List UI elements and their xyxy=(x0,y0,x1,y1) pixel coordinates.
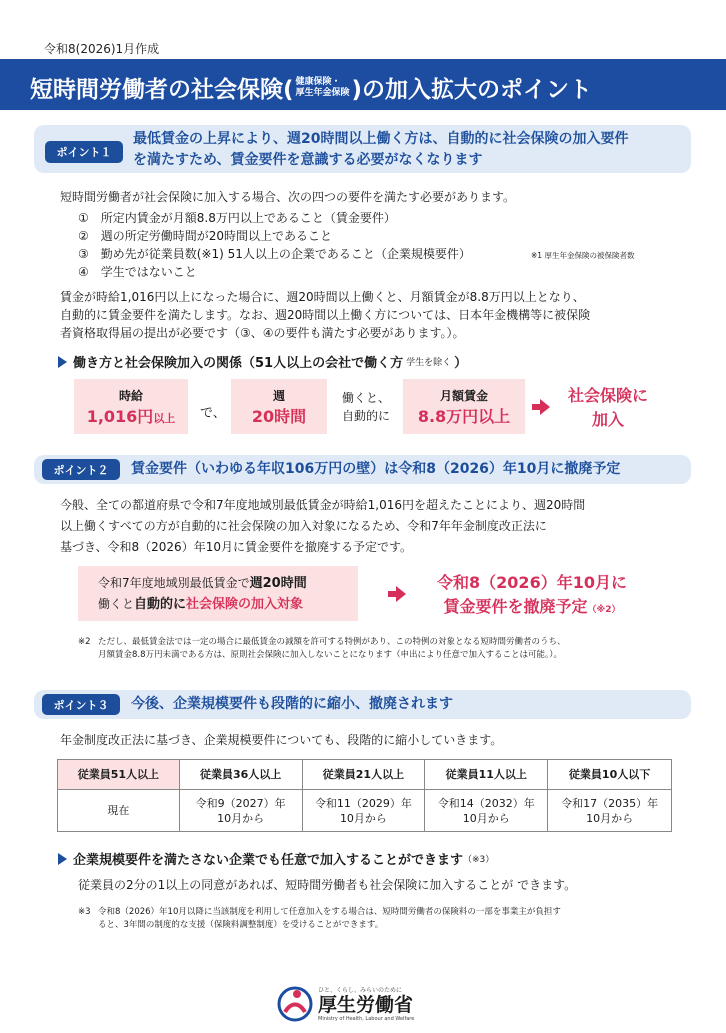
table-header: 従業員10人以下 xyxy=(548,760,672,790)
point2-box-line1 xyxy=(98,573,307,594)
arrow-right-icon xyxy=(540,399,550,415)
requirement-2: ② 週の所定労働時間が20時間以上であること xyxy=(78,229,333,243)
point3-heading: 今後、企業規模要件も段階的に縮小、撤廃されます xyxy=(131,696,453,712)
table-header-row xyxy=(58,760,672,790)
note-3-line2: ると、3年間の制度的な支援（保険料調整制度）を受けることができます。 xyxy=(98,920,384,930)
point3-subheading-note: （※3） xyxy=(463,855,495,865)
connector-work-line1: 働くと、 xyxy=(341,391,390,405)
monthly-wage-value: 8.8万円以上 xyxy=(417,406,511,426)
point1-result-line1: 社会保険に xyxy=(567,386,648,405)
point2-box-line2a: 働くと xyxy=(98,596,135,611)
point2-box xyxy=(78,566,358,621)
table-cell xyxy=(58,790,180,832)
table-cell-line2: 10月から xyxy=(586,811,634,825)
requirement-3-note: ※1 厚生年金保険の被保険者数 xyxy=(531,251,635,260)
mhlw-emblem-icon xyxy=(277,986,313,1022)
hourly-wage-suffix: 以上 xyxy=(153,411,176,425)
creation-date: 令和8(2026)1月作成 xyxy=(44,42,160,56)
monthly-wage-label: 月額賃金 xyxy=(439,388,488,403)
title-small xyxy=(296,77,350,99)
connector-work-line2: 自動的に xyxy=(341,409,390,423)
point2-para-line2: 以上働くすべての方が自動的に社会保険の加入対象になるため、令和7年年金制度改正法に xyxy=(60,519,547,533)
point1-subheading-text: 働き方と社会保険加入の関係（51人以上の会社で働く方 xyxy=(73,356,404,371)
table-cell xyxy=(548,790,672,832)
point1-result-line2: 加入 xyxy=(591,410,624,429)
arrow-shaft xyxy=(532,404,540,410)
table-cell-line1: 令和9（2027）年 xyxy=(195,796,286,810)
table-cell-line1: 令和11（2029）年 xyxy=(314,796,412,810)
point1-subheading xyxy=(58,352,467,371)
point2-para-line1: 今般、全ての都道府県で令和7年度地域別最低賃金が時給1,016円を超えたことにより、週20時間 xyxy=(60,498,586,512)
table-header: 従業員51人以上 xyxy=(58,760,180,790)
point2-heading: 賃金要件（いわゆる年収106万円の壁）は令和8（2026）年10月に撤廃予定 xyxy=(131,461,621,477)
title-rest: )の加入拡大のポイント xyxy=(351,77,593,103)
title-small-top: 健康保険・ xyxy=(295,76,341,87)
note-2-line2: 月額賃金8.8万円未満である方は、原則社会保険に加入しないことになります（申出により任意で加入することは可能。）。 xyxy=(98,650,563,660)
requirement-1: ① 所定内賃金が月額8.8万円以上であること（賃金要件） xyxy=(78,211,396,225)
triangle-icon xyxy=(58,356,67,368)
point2-result xyxy=(412,571,652,622)
arrow-right-icon-2 xyxy=(396,586,406,602)
point2-result-line1: 令和8（2026）年10月に xyxy=(437,573,627,592)
point3-intro: 年金制度改正法に基づき、企業規模要件についても、段階的に縮小していきます。 xyxy=(60,733,503,747)
point2-tag: ポイント２ xyxy=(42,459,120,480)
mhlw-logo xyxy=(277,985,414,1022)
logo-tagline: ひと、くらし、みらいのために xyxy=(318,987,403,994)
requirement-4: ④ 学生ではないこと xyxy=(78,265,197,279)
table-cell-line1: 令和17（2035）年 xyxy=(561,796,659,810)
point3-tag: ポイント３ xyxy=(42,694,120,715)
point1-para-line1: 賃金が時給1,016円以上になった場合に、週20時間以上働くと、月額賃金が8.8万円以上となり、 xyxy=(60,290,585,304)
point1-subheading-close: ） xyxy=(454,356,468,371)
point3-subtext: 従業員の2分の1以上の同意があれば、短時間労働者も社会保険に加入することが できます。 xyxy=(78,878,577,892)
table-cell xyxy=(179,790,302,832)
table-cell-line2: 10月から xyxy=(462,811,510,825)
point2-box-line1a: 令和7年度地域別最低賃金で xyxy=(98,575,250,590)
table-row xyxy=(58,790,672,832)
point3-subheading-text: 企業規模要件を満たさない企業でも任意で加入することができます xyxy=(73,853,464,868)
point2-box-line2c: 社会保険の加入対象 xyxy=(186,596,304,612)
point1-heading-line1: 最低賃金の上昇により、週20時間以上働く方は、自動的に社会保険の加入要件 xyxy=(133,131,629,147)
point2-para-line3: 基づき、令和8（2026）年10月に賃金要件を撤廃する予定です。 xyxy=(60,540,413,554)
title-small-bottom: 厚生年金保険 xyxy=(295,87,350,98)
point3-subheading xyxy=(58,849,494,868)
arrow-shaft-2 xyxy=(388,591,396,597)
point2-box-line1b: 週20時間 xyxy=(249,575,307,591)
hourly-wage-label: 時給 xyxy=(118,388,143,403)
table-header: 従業員11人以上 xyxy=(425,760,548,790)
table-cell xyxy=(425,790,548,832)
table-cell-line2: 10月から xyxy=(217,811,265,825)
requirement-3: ③ 勤め先が従業員数(※1) 51人以上の企業であること（企業規模要件） xyxy=(78,247,471,261)
point1-heading-line2: を満たすため、賃金要件を意識する必要がなくなります xyxy=(133,152,483,168)
table-header: 従業員36人以上 xyxy=(179,760,302,790)
point2-result-note: （※2） xyxy=(587,605,621,615)
hourly-wage-value: 1,016円 xyxy=(86,406,154,426)
table-cell-line1: 令和14（2032）年 xyxy=(437,796,535,810)
point1-result xyxy=(558,384,658,432)
point1-para-line2: 自動的に賃金要件を満たします。なお、週20時間以上働く方については、日本年金機構等に被保険 xyxy=(60,308,591,322)
point1-para xyxy=(60,288,590,342)
page-title xyxy=(30,71,592,104)
point1-subheading-small: 学生を除く xyxy=(406,358,452,368)
note-2-mark: ※2 xyxy=(78,637,91,647)
note-3-mark: ※3 xyxy=(78,907,91,917)
table-cell xyxy=(302,790,425,832)
weekly-hours-box xyxy=(231,379,327,434)
logo-name: 厚生労働省 xyxy=(318,994,414,1016)
weekly-hours-value: 20時間 xyxy=(251,406,307,426)
title-main: 短時間労働者の社会保険( xyxy=(30,77,294,103)
company-size-table xyxy=(57,759,672,832)
point2-para xyxy=(60,495,585,558)
logo-english: Ministry of Health, Labour and Welfare xyxy=(318,1016,415,1022)
note-3-line1: 令和8（2026）年10月以降に当該制度を利用して任意加入をする場合は、短時間労働者の保険料の一部を事業主が負担す xyxy=(98,907,561,917)
triangle-icon xyxy=(58,853,67,865)
hourly-wage-box xyxy=(74,379,188,434)
monthly-wage-box xyxy=(403,379,525,434)
connector-de: で、 xyxy=(200,406,226,421)
weekly-hours-label: 週 xyxy=(272,388,285,403)
note-2 xyxy=(98,636,566,662)
logo-text xyxy=(318,985,414,1022)
point1-para-line3: 者資格取得届の提出が必要です（③、④の要件も満たす必要があります。）。 xyxy=(60,326,465,340)
table-cell-line2: 10月から xyxy=(339,811,387,825)
point1-heading xyxy=(133,129,628,171)
note-2-line1: ただし、最低賃金法では一定の場合に最低賃金の減額を許可する特例があり、この特例の対象となる短時間労働者のうち、 xyxy=(98,637,566,647)
table-header: 従業員21人以上 xyxy=(302,760,425,790)
point1-tag: ポイント１ xyxy=(45,141,123,163)
point2-box-line2 xyxy=(98,594,303,615)
table-cell-line1: 現在 xyxy=(107,804,130,817)
note-3 xyxy=(98,906,561,932)
connector-work xyxy=(335,389,397,425)
point1-intro: 短時間労働者が社会保険に加入する場合、次の四つの要件を満たす必要があります。 xyxy=(60,190,516,204)
point2-box-line2b: 自動的に xyxy=(134,596,187,612)
point2-result-line2: 賃金要件を撤廃予定 xyxy=(443,597,588,616)
